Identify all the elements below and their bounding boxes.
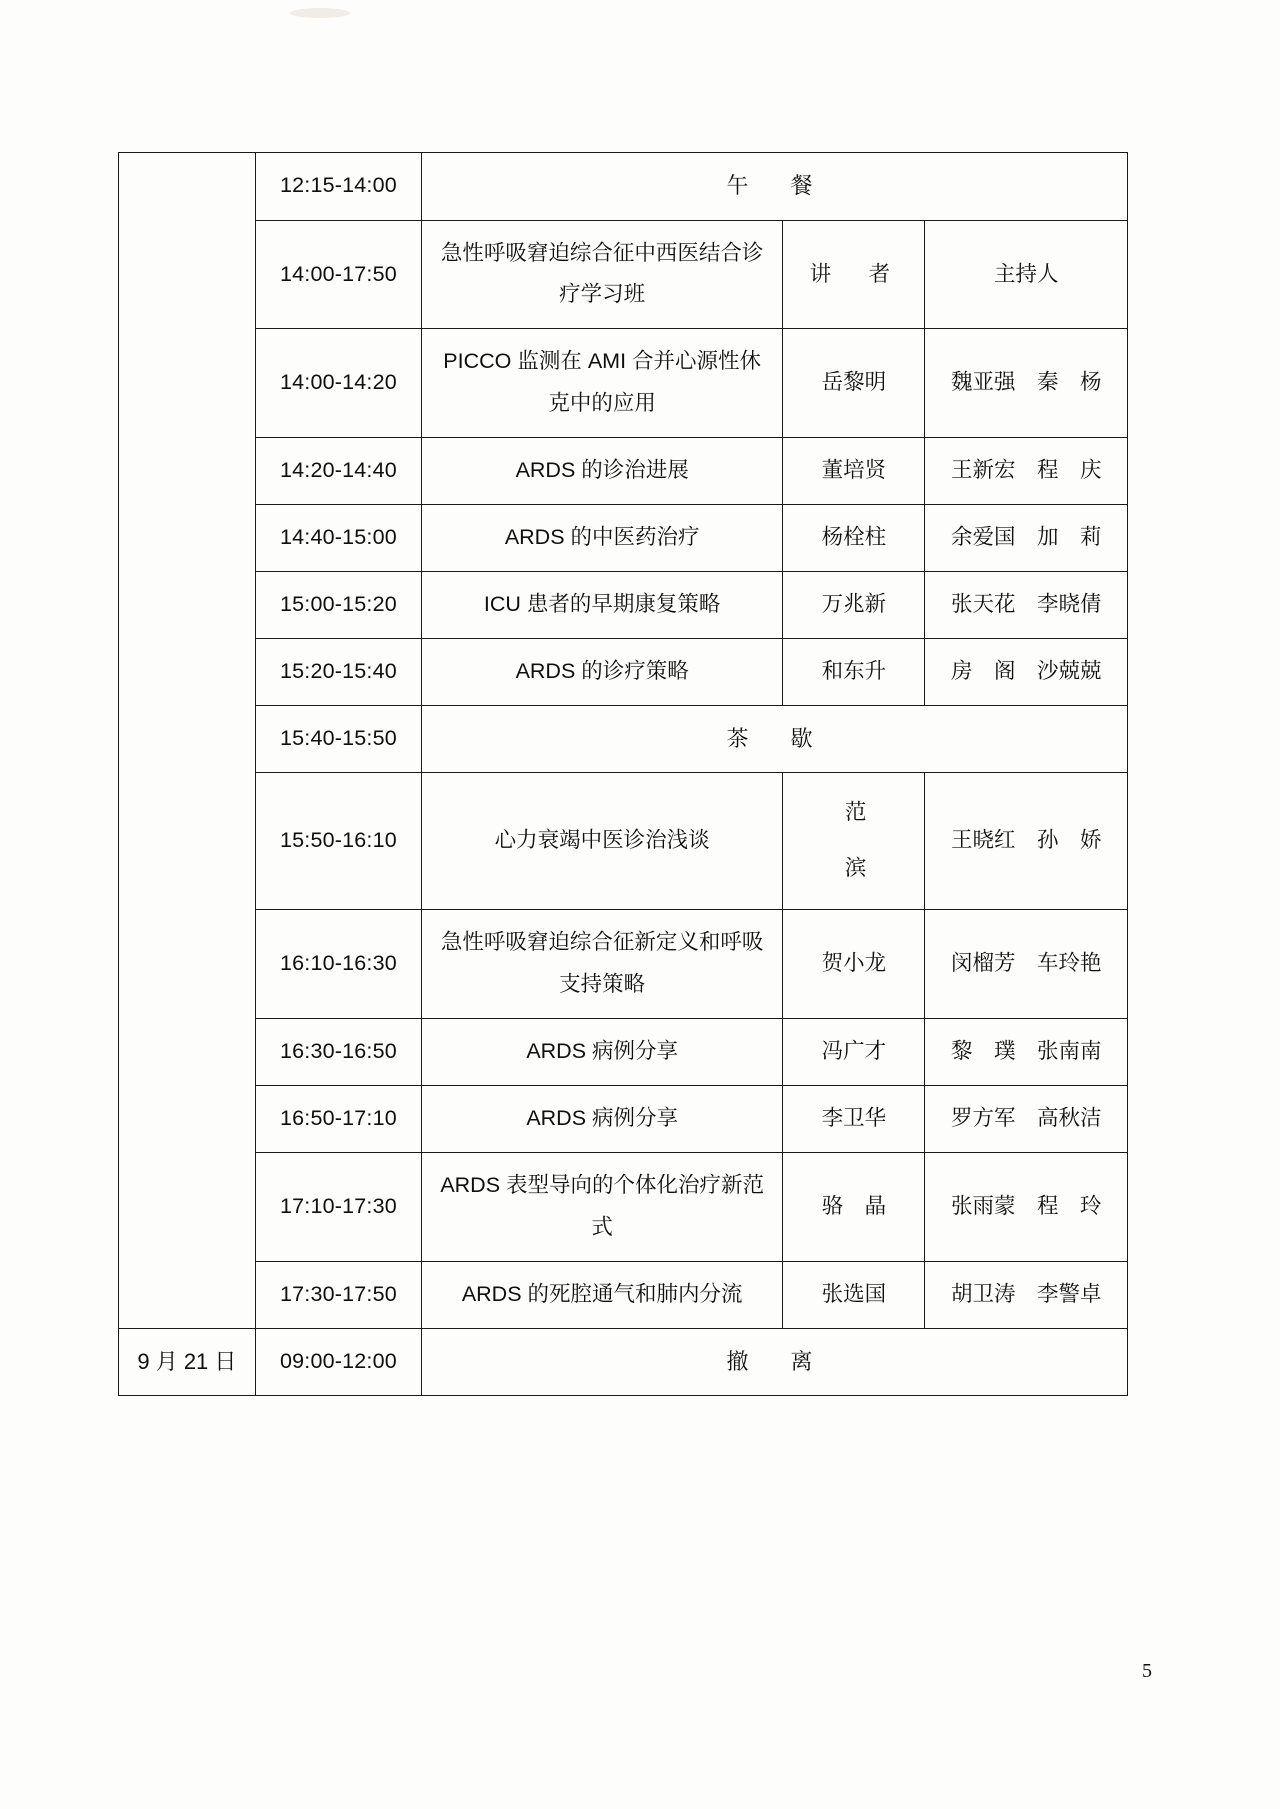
session-cell: 午 餐 — [422, 153, 1128, 221]
speaker-cell: 讲 者 — [783, 220, 925, 329]
speaker-cell: 岳黎明 — [783, 329, 925, 438]
host-cell: 闵榴芳 车玲艳 — [925, 910, 1128, 1019]
topic-cell: ARDS 的诊治进展 — [422, 438, 783, 505]
table-row — [119, 910, 1128, 1019]
host-cell: 罗方军 高秋洁 — [925, 1085, 1128, 1152]
table-row — [119, 1085, 1128, 1152]
agenda-table-container — [118, 152, 1128, 1396]
page-number: 5 — [1142, 1660, 1152, 1682]
date-cell-empty — [119, 153, 256, 1329]
time-cell: 15:00-15:20 — [255, 572, 421, 639]
host-cell: 张雨蒙 程 玲 — [925, 1152, 1128, 1261]
table-row — [119, 153, 1128, 221]
topic-cell: ARDS 的中医药治疗 — [422, 505, 783, 572]
host-cell: 王新宏 程 庆 — [925, 438, 1128, 505]
table-row — [119, 438, 1128, 505]
host-cell: 余爱国 加 莉 — [925, 505, 1128, 572]
topic-cell: ARDS 的诊疗策略 — [422, 638, 783, 705]
table-row — [119, 705, 1128, 773]
topic-cell: 心力衰竭中医诊治浅谈 — [422, 773, 783, 910]
time-cell: 14:20-14:40 — [255, 438, 421, 505]
speaker-cell: 张选国 — [783, 1261, 925, 1328]
host-cell: 黎 璞 张南南 — [925, 1019, 1128, 1086]
time-cell: 15:50-16:10 — [255, 773, 421, 910]
host-cell: 胡卫涛 李警卓 — [925, 1261, 1128, 1328]
table-row — [119, 329, 1128, 438]
topic-cell: ARDS 表型导向的个体化治疗新范式 — [422, 1152, 783, 1261]
speaker-cell: 冯广才 — [783, 1019, 925, 1086]
topic-cell: 急性呼吸窘迫综合征中西医结合诊疗学习班 — [422, 220, 783, 329]
time-cell: 09:00-12:00 — [255, 1328, 421, 1396]
speaker-cell: 董培贤 — [783, 438, 925, 505]
table-row — [119, 505, 1128, 572]
date-cell: 9 月 21 日 — [119, 1328, 256, 1396]
topic-cell: ICU 患者的早期康复策略 — [422, 572, 783, 639]
host-cell: 房 阁 沙兢兢 — [925, 638, 1128, 705]
table-row — [119, 1019, 1128, 1086]
speaker-cell: 贺小龙 — [783, 910, 925, 1019]
speaker-cell: 万兆新 — [783, 572, 925, 639]
time-cell: 15:40-15:50 — [255, 705, 421, 773]
host-cell: 张天花 李晓倩 — [925, 572, 1128, 639]
topic-cell: ARDS 病例分享 — [422, 1085, 783, 1152]
time-cell: 12:15-14:00 — [255, 153, 421, 221]
time-cell: 15:20-15:40 — [255, 638, 421, 705]
table-row — [119, 1152, 1128, 1261]
topic-cell: PICCO 监测在 AMI 合并心源性休克中的应用 — [422, 329, 783, 438]
speaker-cell: 和东升 — [783, 638, 925, 705]
session-cell: 撤 离 — [422, 1328, 1128, 1396]
topic-cell: ARDS 的死腔通气和肺内分流 — [422, 1261, 783, 1328]
time-cell: 16:30-16:50 — [255, 1019, 421, 1086]
table-row — [119, 1261, 1128, 1328]
time-cell: 14:40-15:00 — [255, 505, 421, 572]
speaker-cell: 范滨 — [783, 773, 925, 910]
time-cell: 17:30-17:50 — [255, 1261, 421, 1328]
table-row — [119, 638, 1128, 705]
table-row — [119, 773, 1128, 910]
host-cell: 魏亚强 秦 杨 — [925, 329, 1128, 438]
table-row — [119, 1328, 1128, 1396]
scan-artifact — [290, 8, 350, 18]
agenda-table — [118, 152, 1128, 1396]
host-cell: 主持人 — [925, 220, 1128, 329]
topic-cell: 急性呼吸窘迫综合征新定义和呼吸支持策略 — [422, 910, 783, 1019]
host-cell: 王晓红 孙 娇 — [925, 773, 1128, 910]
table-row — [119, 220, 1128, 329]
time-cell: 17:10-17:30 — [255, 1152, 421, 1261]
speaker-cell: 杨栓柱 — [783, 505, 925, 572]
session-cell: 茶 歇 — [422, 705, 1128, 773]
time-cell: 14:00-14:20 — [255, 329, 421, 438]
time-cell: 16:50-17:10 — [255, 1085, 421, 1152]
topic-cell: ARDS 病例分享 — [422, 1019, 783, 1086]
time-cell: 16:10-16:30 — [255, 910, 421, 1019]
table-row — [119, 572, 1128, 639]
speaker-cell: 骆 晶 — [783, 1152, 925, 1261]
time-cell: 14:00-17:50 — [255, 220, 421, 329]
speaker-cell: 李卫华 — [783, 1085, 925, 1152]
